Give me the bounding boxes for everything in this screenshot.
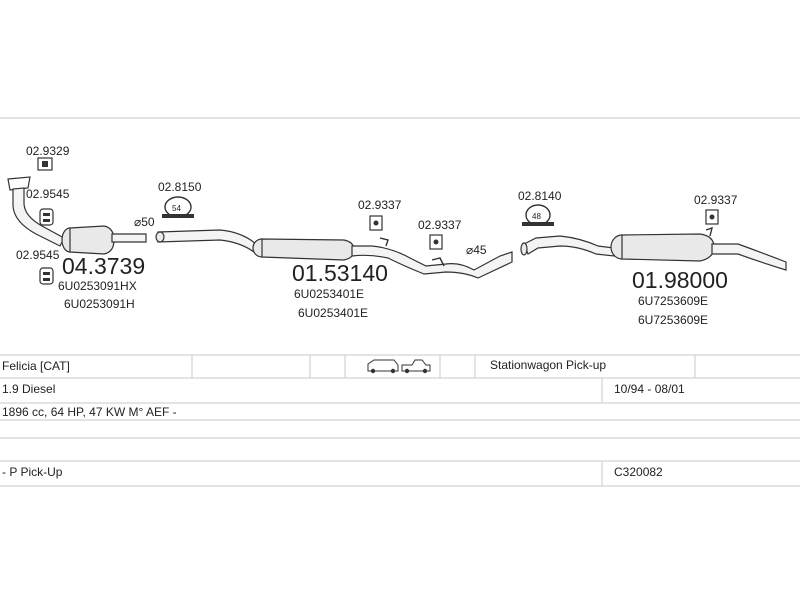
gasket-a-icon [40, 209, 53, 225]
middle-hanger-code: 02.9337 [358, 198, 402, 212]
catalyst-part-number: 04.3739 [62, 253, 146, 279]
vehicle-variant: - P Pick-Up [2, 465, 63, 479]
catalyst-oem-2: 6U0253091H [64, 297, 135, 311]
rear-oem-1: 6U7253609E [638, 294, 709, 308]
intermediate-pipe-front [158, 230, 262, 256]
pipe-end-front-icon [156, 232, 164, 242]
pickup-icon [402, 360, 430, 373]
catalyst-oem-1: 6U0253091HX [58, 279, 137, 293]
vehicle-info-table [0, 355, 800, 486]
engine-type: 1.9 Diesel [2, 382, 56, 396]
rear-pipe-front [524, 236, 614, 256]
clamp-48-code: 02.8140 [518, 189, 562, 203]
vehicle-model: Felicia [CAT] [2, 359, 70, 373]
pipe-diameter-50: ⌀50 [134, 215, 155, 229]
rear-part-number: 01.98000 [632, 267, 728, 293]
catalog-code: C320082 [614, 465, 663, 479]
clamp-54-code: 02.8150 [158, 180, 202, 194]
stationwagon-icon [368, 360, 398, 373]
production-years: 10/94 - 08/01 [614, 382, 685, 396]
bracket-top-icon [38, 158, 52, 170]
rear-hanger-code: 02.9337 [694, 193, 738, 207]
rear-silencer-icon [611, 234, 714, 261]
middle-hanger-icon [370, 216, 388, 246]
bracket-top-code: 02.9329 [26, 144, 70, 158]
gasket-b-icon [40, 268, 53, 284]
engine-specs: 1896 cc, 64 HP, 47 KW M° AEF - [2, 405, 177, 419]
clamp-48-icon [522, 205, 554, 226]
gasket-a-code: 02.9545 [26, 187, 70, 201]
vehicle-body-icons [368, 360, 430, 373]
middle-oem-2: 6U0253401E [298, 306, 369, 320]
gasket-b-code: 02.9545 [16, 248, 60, 262]
clamp-54-icon [162, 197, 194, 218]
middle-hanger-2-icon [430, 235, 444, 266]
rear-hanger-icon [706, 210, 718, 236]
pipe-diameter-45: ⌀45 [466, 243, 487, 257]
middle-silencer-icon [253, 239, 354, 260]
rear-oem-2: 6U7253609E [638, 313, 709, 327]
clamp-54-size: 54 [172, 204, 181, 213]
middle-part-number: 01.53140 [292, 260, 388, 286]
clamp-48-size: 48 [532, 212, 541, 221]
middle-oem-1: 6U0253401E [294, 287, 365, 301]
pipe-end-rear-icon [521, 243, 527, 255]
middle-hanger-2-code: 02.9337 [418, 218, 462, 232]
vehicle-body-types: Stationwagon Pick-up [490, 358, 607, 372]
catalytic-converter-icon [62, 226, 146, 254]
